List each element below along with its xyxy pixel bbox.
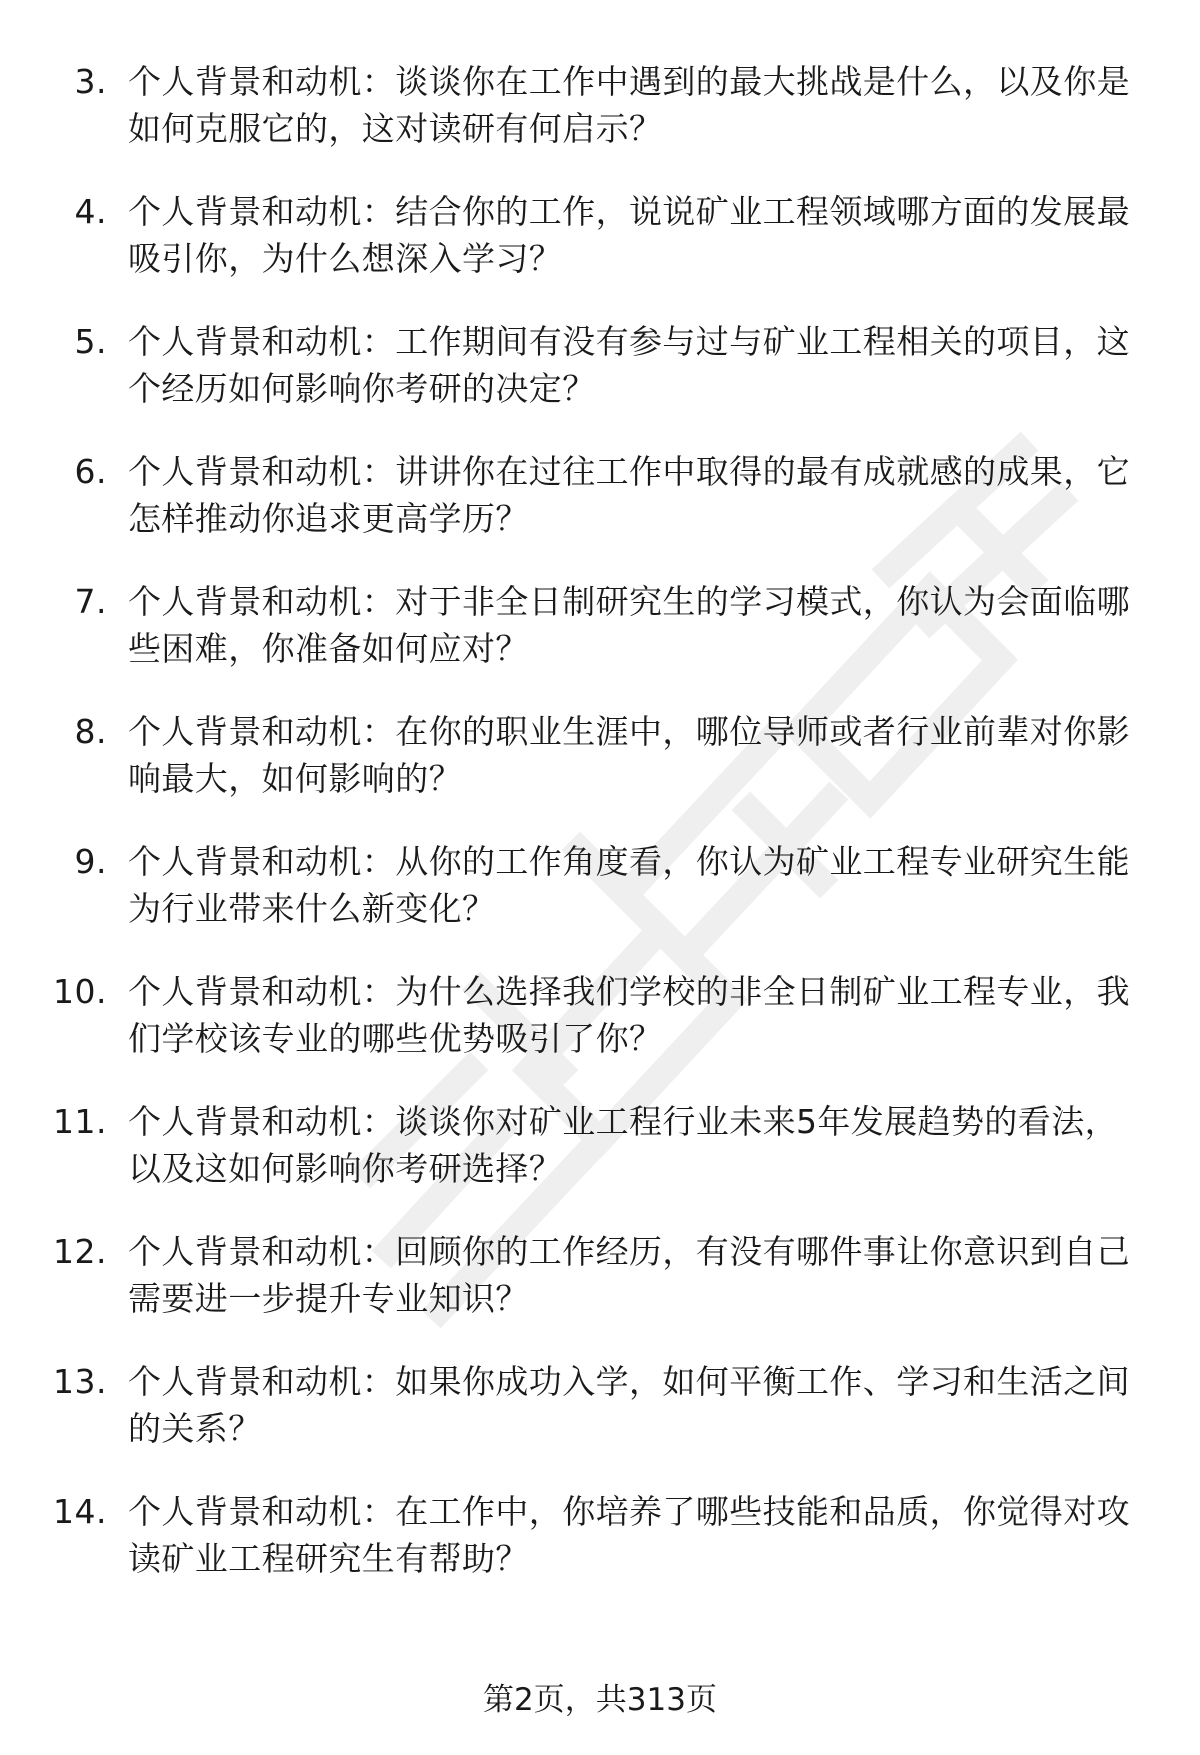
list-item	[0, 188, 1200, 318]
list-item	[0, 448, 1200, 578]
question-text: 个人背景和动机：讲讲你在过往工作中取得的最有成就感的成果，它怎样推动你追求更高学历？	[128, 452, 1130, 538]
question-text: 个人背景和动机：从你的工作角度看，你认为矿业工程专业研究生能为行业带来什么新变化？	[128, 842, 1130, 928]
question-number: 5.	[74, 322, 107, 361]
question-text: 个人背景和动机：对于非全日制研究生的学习模式，你认为会面临哪些困难，你准备如何应对？	[128, 582, 1130, 668]
question-number: 8.	[74, 712, 107, 751]
question-text: 个人背景和动机：在工作中，你培养了哪些技能和品质，你觉得对攻读矿业工程研究生有帮助？	[128, 1492, 1130, 1578]
list-item	[0, 708, 1200, 838]
page-number: 第2页，共313页	[483, 1682, 717, 1718]
list-item	[0, 1228, 1200, 1358]
question-number: 9.	[74, 842, 107, 881]
question-list	[0, 58, 1200, 1618]
question-text: 个人背景和动机：工作期间有没有参与过与矿业工程相关的项目，这个经历如何影响你考研的决定？	[128, 322, 1130, 408]
question-number: 10.	[53, 972, 107, 1011]
question-text: 个人背景和动机：如果你成功入学，如何平衡工作、学习和生活之间的关系？	[128, 1362, 1130, 1448]
list-item	[0, 968, 1200, 1098]
question-number: 6.	[74, 452, 107, 491]
question-text: 个人背景和动机：谈谈你对矿业工程行业未来5年发展趋势的看法，以及这如何影响你考研选择？	[128, 1102, 1118, 1188]
question-number: 14.	[53, 1492, 107, 1531]
question-text: 个人背景和动机：在你的职业生涯中，哪位导师或者行业前辈对你影响最大，如何影响的？	[128, 712, 1130, 798]
question-number: 13.	[53, 1362, 107, 1401]
list-item	[0, 1098, 1200, 1228]
question-number: 7.	[74, 582, 107, 621]
list-item	[0, 1358, 1200, 1488]
question-text: 个人背景和动机：谈谈你在工作中遇到的最大挑战是什么，以及你是如何克服它的，这对读研有何启示？	[128, 62, 1130, 148]
list-item	[0, 838, 1200, 968]
question-number: 11.	[53, 1102, 107, 1141]
question-number: 12.	[53, 1232, 107, 1271]
question-text: 个人背景和动机：为什么选择我们学校的非全日制矿业工程专业，我们学校该专业的哪些优势吸引了你？	[128, 972, 1130, 1058]
list-item	[0, 578, 1200, 708]
question-number: 4.	[74, 192, 107, 231]
list-item	[0, 318, 1200, 448]
question-text: 个人背景和动机：回顾你的工作经历，有没有哪件事让你意识到自己需要进一步提升专业知识？	[128, 1232, 1130, 1318]
question-text: 个人背景和动机：结合你的工作，说说矿业工程领域哪方面的发展最吸引你，为什么想深入学习？	[128, 192, 1130, 278]
list-item	[0, 58, 1200, 188]
list-item	[0, 1488, 1200, 1618]
question-number: 3.	[74, 62, 107, 101]
